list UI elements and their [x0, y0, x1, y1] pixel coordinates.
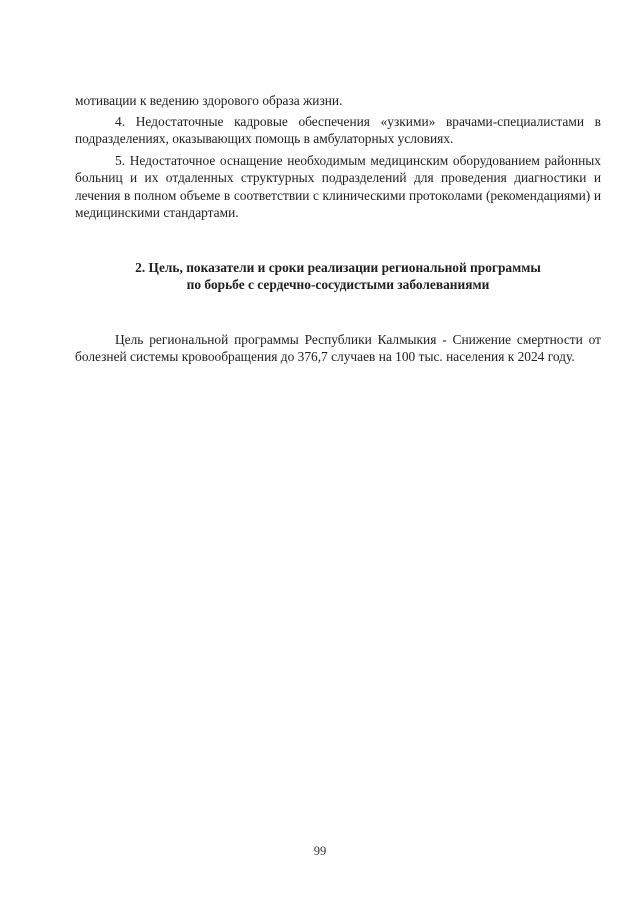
document-body	[75, 92, 601, 366]
goal-paragraph: Цель региональной программы Республики Калмыкия - Снижение смертности от болезней системы кровообращения до 376,7 случаев на 100 тыс. населения к 2024 году.	[75, 331, 601, 364]
paragraph-continuation: мотивации к ведению здорового образа жизни.	[75, 93, 343, 108]
section-heading: 2. Цель, показатели и сроки реализации региональной программы по борьбе с сердечно-сосудистыми заболеваниями	[135, 259, 541, 292]
paragraph-item-5: 5. Недостаточное оснащение необходимым медицинским оборудованием районных больниц и их отдаленных структурных подразделений для проведения диагностики и лечения в полном объеме в соответствии с клиническими протоколами (рекомендациями) и медицинскими стандартами.	[75, 152, 601, 220]
page-number: 99	[313, 844, 327, 858]
paragraph-item-4: 4. Недостаточные кадровые обеспечения «узкими» врачами-специалистами в подразделениях, оказывающих помощь в амбулаторных условиях.	[75, 113, 601, 146]
